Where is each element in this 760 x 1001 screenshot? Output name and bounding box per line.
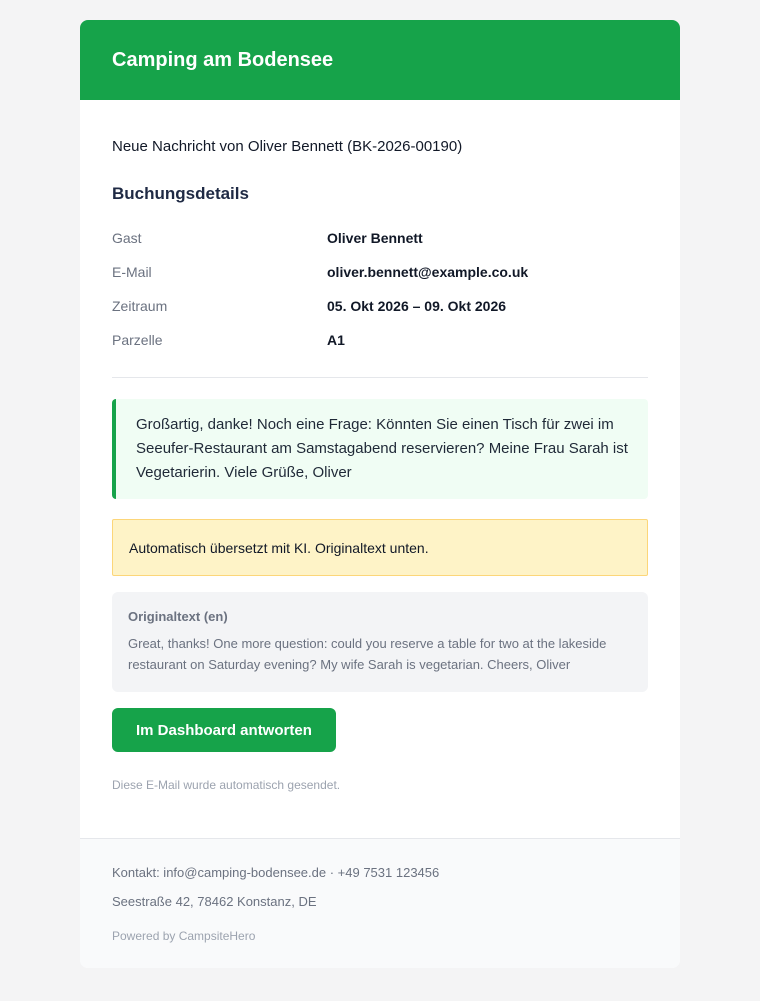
footer-address: Seestraße 42, 78462 Konstanz, DE xyxy=(112,894,317,909)
reply-in-dashboard-button[interactable]: Im Dashboard antworten xyxy=(112,708,336,752)
brand-title: Camping am Bodensee xyxy=(112,48,334,71)
detail-label: Zeitraum xyxy=(112,298,168,314)
divider xyxy=(112,377,648,378)
email-body xyxy=(80,100,680,838)
email-footer xyxy=(80,838,680,968)
detail-label: E-Mail xyxy=(112,264,152,280)
booking-details xyxy=(112,221,648,357)
email-card xyxy=(80,20,680,968)
detail-value: Oliver Bennett xyxy=(327,230,423,246)
powered-by: Powered by CampsiteHero xyxy=(112,929,256,943)
detail-value: A1 xyxy=(327,332,345,348)
detail-row-email xyxy=(112,255,648,289)
detail-row-guest xyxy=(112,221,648,255)
automatic-email-note: Diese E-Mail wurde automatisch gesendet. xyxy=(112,778,341,792)
detail-label: Parzelle xyxy=(112,332,163,348)
footer-contact: Kontakt: info@camping-bodensee.de · +49 7531 123456 xyxy=(112,865,440,880)
translation-notice: Automatisch übersetzt mit KI. Originaltext unten. xyxy=(112,519,648,576)
intro-text: Neue Nachricht von Oliver Bennett (BK-2026-00190) xyxy=(112,138,463,155)
guest-message: Großartig, danke! Noch eine Frage: Könnten Sie einen Tisch für zwei im Seeufer-Restaurant am Samstagabend reservieren? Meine Frau Sarah ist Vegetarierin. Viele Grüße, Oliver xyxy=(112,399,648,499)
detail-row-period xyxy=(112,289,648,323)
detail-label: Gast xyxy=(112,230,142,246)
email-header xyxy=(80,20,680,100)
original-text: Great, thanks! One more question: could you reserve a table for two at the lakeside restaurant on Saturday evening? My wife Sarah is vegetarian. Cheers, Oliver xyxy=(128,636,607,672)
detail-value: 05. Okt 2026 – 09. Okt 2026 xyxy=(327,298,507,314)
original-text-title: Originaltext (en) xyxy=(128,609,228,624)
booking-details-title: Buchungsdetails xyxy=(112,184,249,203)
detail-row-pitch xyxy=(112,323,648,357)
original-text-box xyxy=(112,592,648,692)
detail-value: oliver.bennett@example.co.uk xyxy=(327,264,529,280)
